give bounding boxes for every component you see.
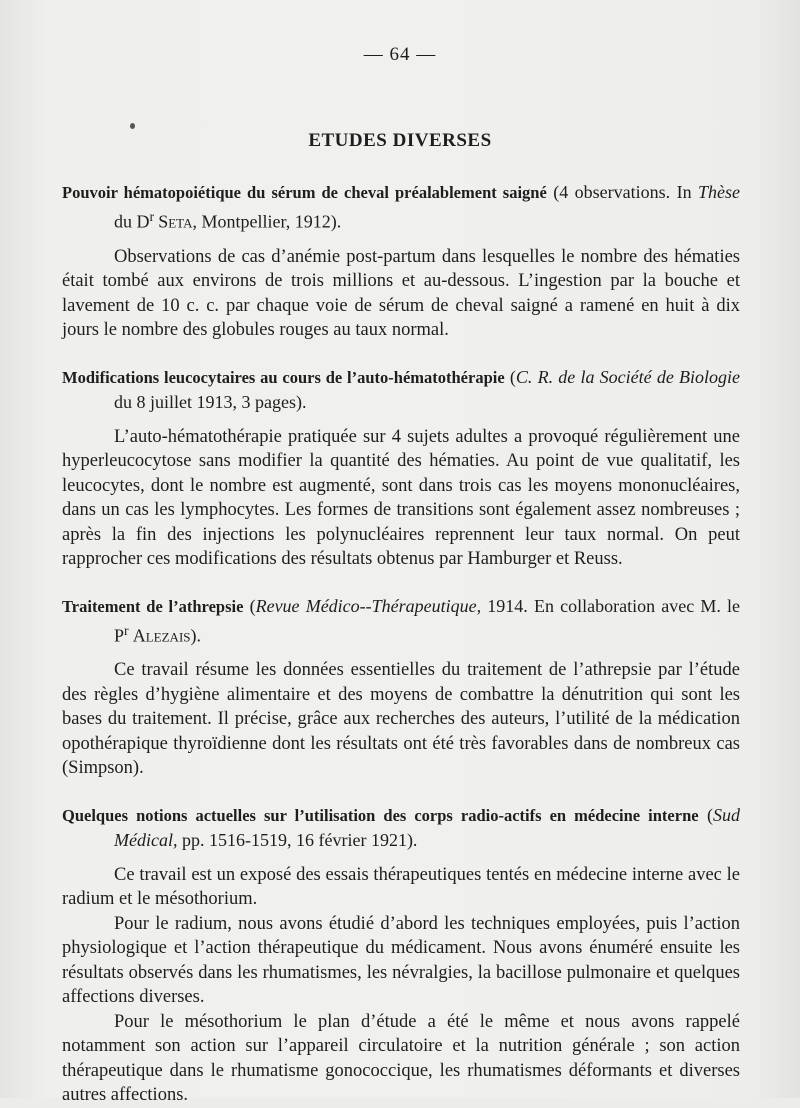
entry-radioactive-bodies [62, 803, 740, 1108]
entry-title: Modifications leucocytaires au cours de l’auto-hématothérapie [62, 367, 505, 387]
ink-speck [130, 123, 135, 129]
entry-paragraph: Ce travail résume les données essentielles du traitement de l’athrepsie par l’étude des règles d’hygiène alimentaire et des moyens de combattre la dénutrition qui sont les bases du traitement. Il précise, grâce aux recherches des auteurs, l’utilité de la médication opothérapique thyroïdienne dont les résultats ont été très favorables dans de nombreux cas (Simpson). [62, 660, 740, 778]
publication-title: Revue Médico--Thérapeutique, [255, 595, 482, 616]
entry-heading: Traitement de l’athrepsie (Revue Médico--Thérapeutique, 1914. En collaboration avec M. le $P^r$ Alezais). [62, 595, 740, 645]
entry-heading: Quelques notions actuelles sur l’utilisation des corps radio-actifs en médecine interne (Sud Médical, pp. 1516-1519, 16 février 1921). [62, 804, 740, 850]
entry-hematopoietic-serum [62, 180, 740, 343]
author-name: Seta [158, 211, 193, 232]
entry-title: Pouvoir hématopoiétique du sérum de cheval préalablement saigné [62, 183, 547, 202]
entry-paragraph: L’auto-hématothérapie pratiquée sur 4 sujets adultes a provoqué régulièrement une hyperleucocytose sans modifier la quantité des hématies. Au point de vue qualitatif, les leucocytes, dont le nombre est augmenté, sont dans trois cas les moyens mononucléaires, dans un cas les lymphocytes. Les formes de transitions sont également assez nombreuses ; après la fin des injections les polynucléaires reprennent leur taux normal. On peut rapprocher ces modifications des résultats obtenus par Hamburger et Reuss. [62, 426, 740, 569]
entry-athrepsie-treatment [62, 594, 740, 781]
publication-title: C. R. de la Société de Biologie [515, 366, 741, 387]
author-name: Alezais [132, 625, 191, 645]
publication-title: Sud Médical, [114, 804, 740, 850]
page-number: — 64 — [363, 44, 437, 65]
entry-title: Quelques notions actuelles sur l’utilisation des corps radio-actifs en médecine interne [62, 805, 699, 825]
entry-paragraph: Ce travail est un exposé des essais thérapeutiques tentés en médecine interne avec le radium et le mésothorium. [62, 864, 740, 909]
entry-heading: Pouvoir hématopoiétique du sérum de cheval préalablement saigné (4 observations. In Thèse du $D^r$ Seta, Montpellier, 1912). [62, 182, 740, 232]
entry-heading: Modifications leucocytaires au cours de l’auto-hématothérapie (C. R. de la Société de Biologie du 8 juillet 1913, 3 pages). [62, 366, 741, 412]
section-title: ETUDES DIVERSES [308, 130, 492, 151]
entry-leucocyte-modifications [62, 365, 740, 572]
document-body [62, 180, 740, 1108]
entry-paragraph: Pour le radium, nous avons étudié d’abord les techniques employées, puis l’action physiologique et l’action thérapeutique du médicament. Nous avons énuméré ensuite les résultats observés dans les rhumatismes, les névralgies, la bacillose pulmonaire et quelques affections diverses. [62, 913, 740, 1007]
entry-paragraph: Observations de cas d’anémie post-partum dans lesquelles le nombre des hématies était tombé aux environs de trois millions et au-dessous. L’ingestion par la bouche et lavement de 10 c. c. par chaque voie de sérum de cheval saigné a ramené en huit à dix jours le nombre des globules rouges au taux normal. [62, 246, 740, 340]
entry-title: Traitement de l’athrepsie [62, 596, 244, 616]
entry-paragraph: Pour le mésothorium le plan d’étude a été le même et nous avons rappelé notamment son action sur l’appareil circulatoire et la nutrition générale ; son action thérapeutique dans le rhumatisme gonococcique, les rhumatismes déformants et diverses autres affections. [62, 1011, 740, 1105]
publication-title: Thèse [698, 182, 740, 202]
